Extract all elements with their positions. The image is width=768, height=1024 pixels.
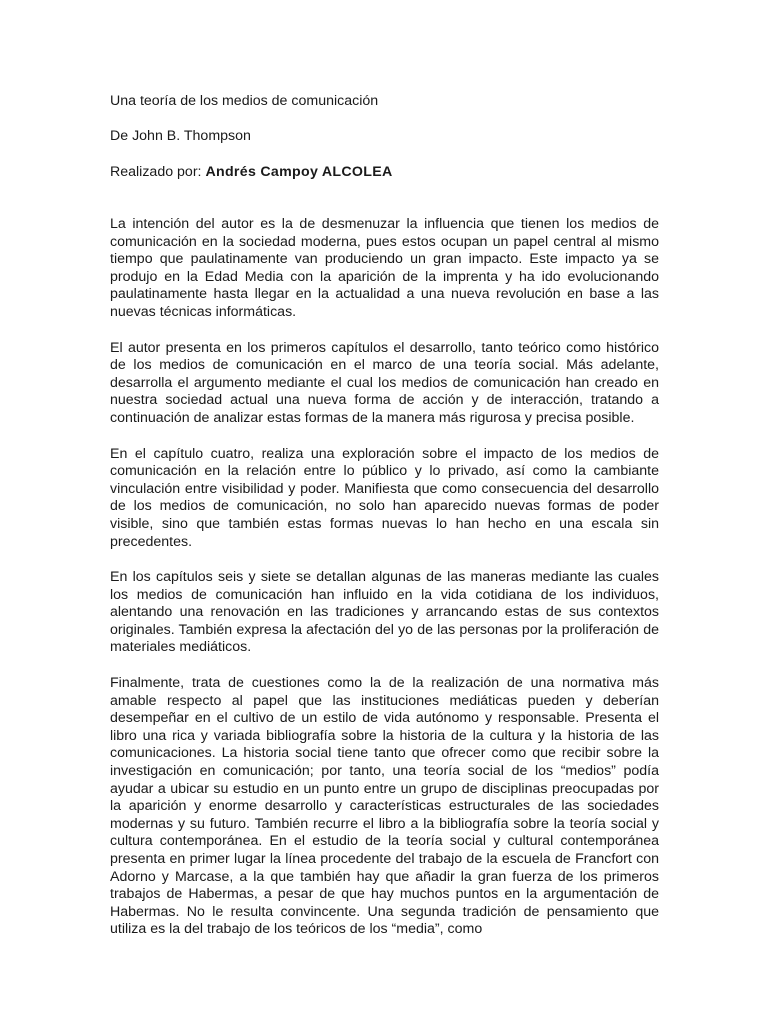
paragraph-2: El autor presenta en los primeros capítulos el desarrollo, tanto teórico como histórico de los medios de comunicación en el marco de una teoría social. Más adelante, desarrolla el argumento mediante el cual los medios de comunicación han creado en nuestra sociedad actual una nueva forma de acción y de interacción, tratando a continuación de analizar estas formas de la manera más rigurosa y precisa posible. <box>110 339 659 426</box>
paragraph-3: En el capítulo cuatro, realiza una exploración sobre el impacto de los medios de comunicación en la relación entre lo público y lo privado, así como la cambiante vinculación entre visibilidad y poder. Manifiesta que como consecuencia del desarrollo de los medios de comunicación, no solo han aparecido nuevas formas de poder visible, sino que también estas formas nuevas lo han hecho en una escala sin precedentes. <box>110 445 659 550</box>
document-body <box>110 216 659 957</box>
paragraph-5: Finalmente, trata de cuestiones como la de la realización de una normativa más amable respecto al papel que las instituciones mediáticas pueden y deberían desempeñar en el cultivo de un estilo de vida autónomo y responsable. Presenta el libro una rica y variada bibliografía sobre la historia de la cultura y la historia de las comunicaciones. La historia social tiene tanto que ofrecer como que recibir sobre la investigación en comunicación; por tanto, una teoría social de los “medios” podía ayudar a ubicar su estudio en un punto entre un grupo de disciplinas preocupadas por la aparición y enorme desarrollo y características estructurales de las sociedades modernas y su futuro. También recurre el libro a la bibliografía sobre la teoría social y cultura contemporánea. En el estudio de la teoría social y cultural contemporánea presenta en primer lugar la línea procedente del trabajo de la escuela de Francfort con Adorno y Marcase, a la que también hay que añadir la gran fuerza de los primeros trabajos de Habermas, a pesar de que hay muchos puntos en la argumentación de Habermas. No le resulta convincente. Una segunda tradición de pensamiento que utiliza es la del trabajo de los teóricos de los “media”, como <box>110 675 659 938</box>
made-by-name: Andrés Campoy ALCOLEA <box>205 164 393 180</box>
made-by-line <box>110 162 393 182</box>
paragraph-1: La intención del autor es la de desmenuzar la influencia que tienen los medios de comunicación en la sociedad moderna, pues estos ocupan un papel central al mismo tiempo que paulatinamente van produciendo un gran impacto. Este impacto ya se produjo en la Edad Media con la aparición de la imprenta y ha ido evolucionando paulatinamente hasta llegar en la actualidad a una nueva revolución en base a las nuevas técnicas informáticas. <box>110 216 659 320</box>
made-by-label: Realizado por: <box>110 164 202 180</box>
document-title: Una teoría de los medios de comunicación <box>110 93 379 109</box>
paragraph-4: En los capítulos seis y siete se detallan algunas de las maneras mediante las cuales los medios de comunicación han influido en la vida cotidiana de los individuos, alentando una renovación en las tradiciones y arrancando estas de sus contextos originales. También expresa la afectación del yo de las personas por la proliferación de materiales mediáticos. <box>110 569 659 656</box>
author-line: De John B. Thompson <box>110 128 251 144</box>
